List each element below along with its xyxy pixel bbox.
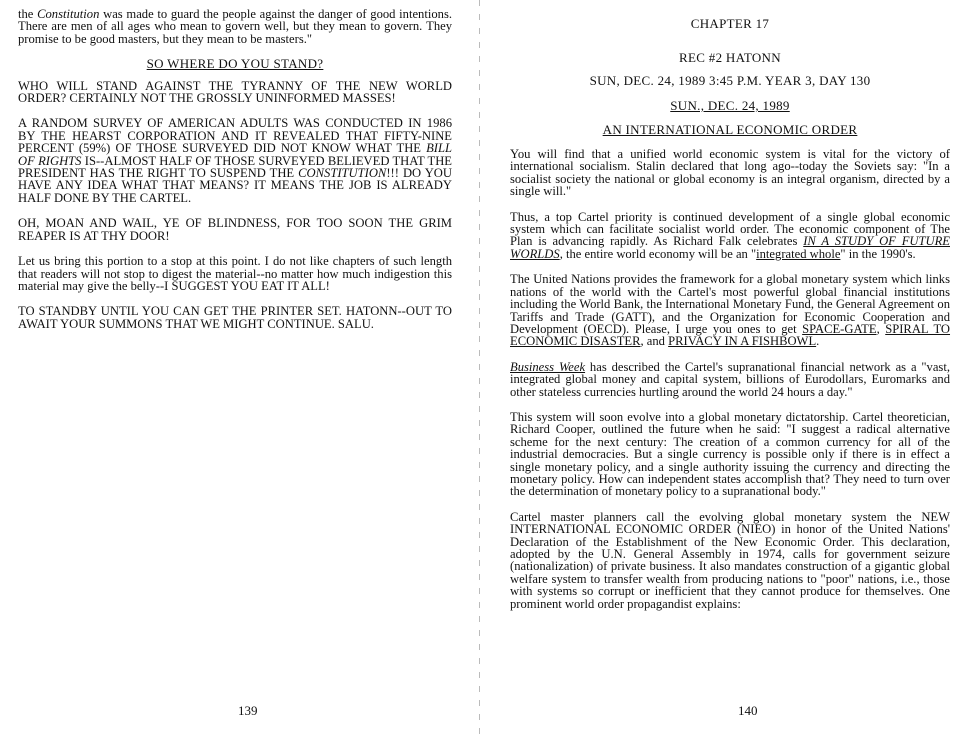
italic-text: BILL OF RIGHTS (18, 141, 452, 168)
book-title: PRIVACY IN A FISHBOWL (668, 334, 817, 349)
right-paragraph-5: This system will soon evolve into a global monetary dictatorship. Cartel theoretician, Richard Cooper, outlined the future when he said: "I suggest a radical alternative scheme for the next century: The creation of a common currency for all of the industrial democracies. But a single currency is possible only if there is in effect a single monetary policy, and a single authority issuing the currency and directing the monetary policy. How can independent states accomplish that? They need to turn over the determination of monetary policy to a supranational body." (510, 409, 950, 499)
book-title: SPIRAL TO ECONOMIC DISASTER (510, 321, 951, 349)
text-run: " in the 1990's. (840, 246, 916, 261)
record-heading: REC #2 HATONN (679, 50, 781, 66)
text-run: , the entire world economy will be an " (559, 246, 757, 261)
text-run: IS--ALMOST HALF OF THOSE SURVEYED BELIEVED THAT THE PRESIDENT HAS THE RIGHT TO SUSPEND THE (18, 153, 452, 181)
date-heading-text: SUN., DEC. 24, 1989 (670, 98, 790, 114)
section-title (510, 121, 950, 137)
left-paragraph-3 (18, 117, 452, 204)
left-paragraph-4: OH, MOAN AND WAIL, YE OF BLINDNESS, FOR TOO SOON THE GRIM REAPER IS AT THY DOOR! (18, 216, 452, 243)
text-run: A RANDOM SURVEY OF AMERICAN ADULTS WAS CONDUCTED IN 1986 BY THE HEARST CORPORATION AND IT REVEALED THAT FIFTY-NINE PERCENT (59%) OF THOSE SURVEYED DID NOT KNOW WHAT THE (18, 116, 452, 156)
left-page (0, 0, 478, 735)
text-run: The United Nations provides the framework for a global monetary system which links nations of the world with the Cartel's most powerful global financial institutions including the World Bank, the International Monetary Fund, the General Agreement on Tariffs and Trade (GATT), and the Organization for Economic Cooperation and Development (OECD). Please, I urge you ones to get (510, 272, 950, 336)
heading-text: SO WHERE DO YOU STAND? (146, 56, 324, 72)
right-paragraph-6: Cartel master planners call the evolving global monetary system the NEW INTERNATIONAL ECONOMIC ORDER (NIEO) in honor of the United Nations' Declaration of the Establishment of the New Economic Order. This declaration, adopted by the U.N. General Assembly in 1974, calls for government seizure (nationalization) of private business. It also mandates construction of a gigantic global welfare system to transfer wealth from producing nations to "poor" nations, i.e., those with systems so corrupt or inefficient that they cannot produce for themselves. One prominent world order propagandist explains: (510, 509, 950, 611)
book-title: SPACE-GATE (802, 321, 877, 336)
book-title: IN A STUDY OF FUTURE WORLDS (510, 234, 950, 261)
left-paragraph-2: WHO WILL STAND AGAINST THE TYRANNY OF THE NEW WORLD ORDER? CERTAINLY NOT THE GROSSLY UNINFORMED MASSES! (18, 78, 452, 106)
right-page (482, 0, 966, 735)
dateline: SUN, DEC. 24, 1989 3:45 P.M. YEAR 3, DAY 130 (589, 72, 871, 88)
italic-text: Constitution (37, 7, 100, 21)
right-paragraph-2 (510, 211, 950, 261)
text-run: Thus, a top Cartel priority is continued development of a single global economic system which can facilitate socialist world order. The economic component of The Plan is advancing rapidly. As Richard Falk celebrates (510, 209, 950, 249)
right-paragraph-3 (510, 273, 950, 347)
underlined-text: integrated whole (756, 246, 841, 261)
section-title-text: AN INTERNATIONAL ECONOMIC ORDER (602, 121, 858, 137)
left-paragraph-1 (18, 8, 452, 45)
text-run: . (816, 334, 820, 349)
chapter-heading: CHAPTER 17 (690, 16, 770, 31)
text-run: , (876, 321, 886, 336)
text-run: was made to guard the people against the danger of good intentions. There are men of all ages who mean to govern well, but they mean to govern. They promise to be good masters, but they mean to be masters." (18, 7, 452, 46)
italic-text: CONSTITUTION (298, 166, 387, 181)
right-paragraph-1: You will find that a unified world economic system is vital for the victory of international socialism. Stalin declared that long ago--today the Soviets say: "In a socialist society the national or global economy is an integral organism, directed by a single will." (510, 147, 950, 199)
left-paragraph-5: Let us bring this portion to a stop at this point. I do not like chapters of such length that readers will not stop to digest the material--no matter how much indigestion this material may give the belly--I SUGGEST YOU EAT IT ALL! (18, 254, 452, 293)
date-heading (510, 100, 950, 112)
text-run: has described the Cartel's supranational financial network as a "vast, integrated global money and capital system, billions of Eurodollars, Euromarks and other stateless currencies hurtling around the world 24 hours a day." (510, 359, 950, 399)
left-paragraph-6: TO STANDBY UNTIL YOU CAN GET THE PRINTER SET. HATONN--OUT TO AWAIT YOUR SUMMONS THAT WE MIGHT CONTINUE. SALU. (18, 304, 452, 331)
page-number-left: 139 (238, 703, 258, 718)
text-run: , and (640, 334, 669, 349)
publication-title: Business Week (510, 359, 586, 374)
text-run: !!! DO YOU HAVE ANY IDEA WHAT THAT MEANS? IT MEANS THE JOB IS ALREADY HALF DONE BY THE CARTEL. (18, 166, 452, 205)
section-heading (18, 58, 452, 70)
right-paragraph-4 (510, 361, 950, 398)
page-number-right: 140 (738, 703, 758, 718)
page-gutter (479, 0, 480, 735)
text-run: the (18, 7, 38, 21)
